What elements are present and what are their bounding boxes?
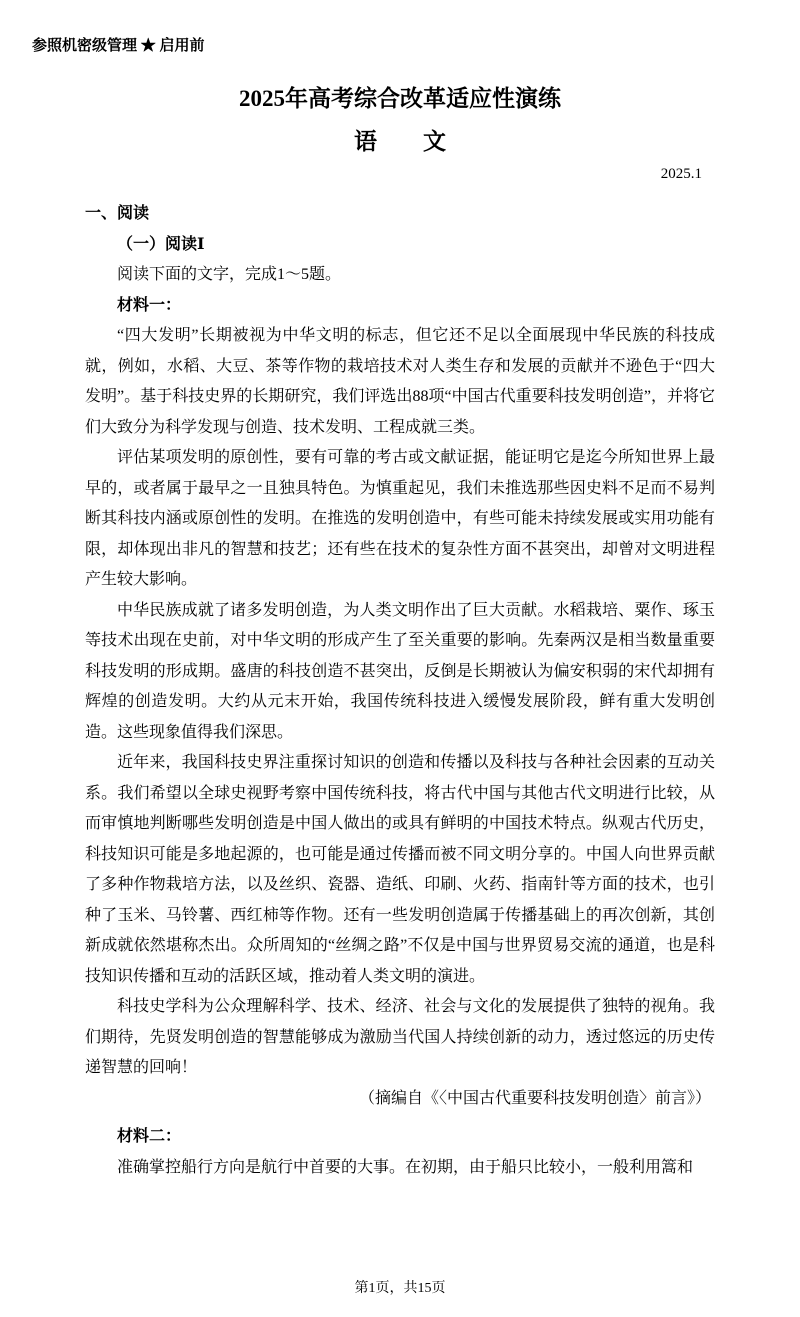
material1-paragraph-5: 科技史学科为公众理解科学、技术、经济、社会与文化的发展提供了独特的视角。我们期待，先贤发明创造的智慧能够成为激励当代国人持续创新的动力，透过悠远的历史传递智慧的回响！ — [85, 998, 715, 1076]
material1-label: 材料一： — [117, 296, 182, 314]
subsection-heading: （一）阅读Ⅰ — [117, 235, 205, 253]
classification-notice: 参照机密级管理 ★ 启用前 — [32, 38, 205, 54]
document-body — [0, 183, 800, 1183]
exam-subject: 语 文 — [354, 129, 446, 154]
exam-date: 2025.1 — [660, 166, 702, 182]
title-block — [0, 0, 800, 183]
exam-title: 2025年高考综合改革适应性演练 — [239, 86, 561, 111]
page-number-footer: 第1页，共15页 — [354, 1281, 446, 1296]
instruction-line: 阅读下面的文字，完成1～5题。 — [117, 266, 342, 283]
material1-paragraph-1: “四大发明”长期被视为中华文明的标志，但它还不足以全面展现中华民族的科技成就，例如，水稻、大豆、茶等作物的栽培技术对人类生存和发展的贡献并不逊色于“四大发明”。基于科技史界的长期研究，我们评选出88项“中国古代重要科技发明创造”，并将它们大致分为科学发现与创造、技术发明、工程成就三类。 — [85, 327, 715, 436]
material2-paragraph-1: 准确掌控船行方向是航行中首要的大事。在初期，由于船只比较小，一般利用篙和 — [117, 1158, 694, 1176]
material1-paragraph-4: 近年来，我国科技史界注重探讨知识的创造和传播以及科技与各种社会因素的互动关系。我们希望以全球史视野考察中国传统科技，将古代中国与其他古代文明进行比较，从而审慎地判断哪些发明创造是中国人做出的或具有鲜明的中国技术特点。纵观古代历史，科技知识可能是多地起源的，也可能是通过传播而被不同文明分享的。中国人向世界贡献了多种作物栽培方法，以及丝织、瓷器、造纸、印刷、火药、指南针等方面的技术，也引种了玉米、马铃薯、西红柿等作物。还有一些发明创造属于传播基础上的再次创新，其创新成就依然堪称杰出。众所周知的“丝绸之路”不仅是中国与世界贸易交流的通道，也是科技知识传播和互动的活跃区域，推动着人类文明的演进。 — [85, 754, 715, 985]
material2-label: 材料二： — [117, 1128, 182, 1145]
material1-paragraph-2: 评估某项发明的原创性，要有可靠的考古或文献证据，能证明它是迄今所知世界上最早的，或者属于最早之一且独具特色。为慎重起见，我们未推选那些因史料不足而不易判断其科技内涵或原创性的发明。在推选的发明创造中，有些可能未持续发展或实用功能有限，却体现出非凡的智慧和技艺；还有些在技术的复杂性方面不甚突出，却曾对文明进程产生较大影响。 — [85, 449, 715, 588]
material1-attribution: （摘编自《〈中国古代重要科技发明创造〉前言》） — [358, 1089, 711, 1107]
section-heading: 一、阅读 — [85, 205, 150, 222]
material1-paragraph-3: 中华民族成就了诸多发明创造，为人类文明作出了巨大贡献。水稻栽培、粟作、琢玉等技术出现在史前，对中华文明的形成产生了至关重要的影响。先秦两汉是相当数量重要科技发明的形成期。盛唐的科技创造不甚突出，反倒是长期被认为偏安积弱的宋代却拥有辉煌的创造发明。大约从元末开始，我国传统科技进入缓慢发展阶段，鲜有重大发明创造。这些现象值得我们深思。 — [85, 601, 715, 741]
